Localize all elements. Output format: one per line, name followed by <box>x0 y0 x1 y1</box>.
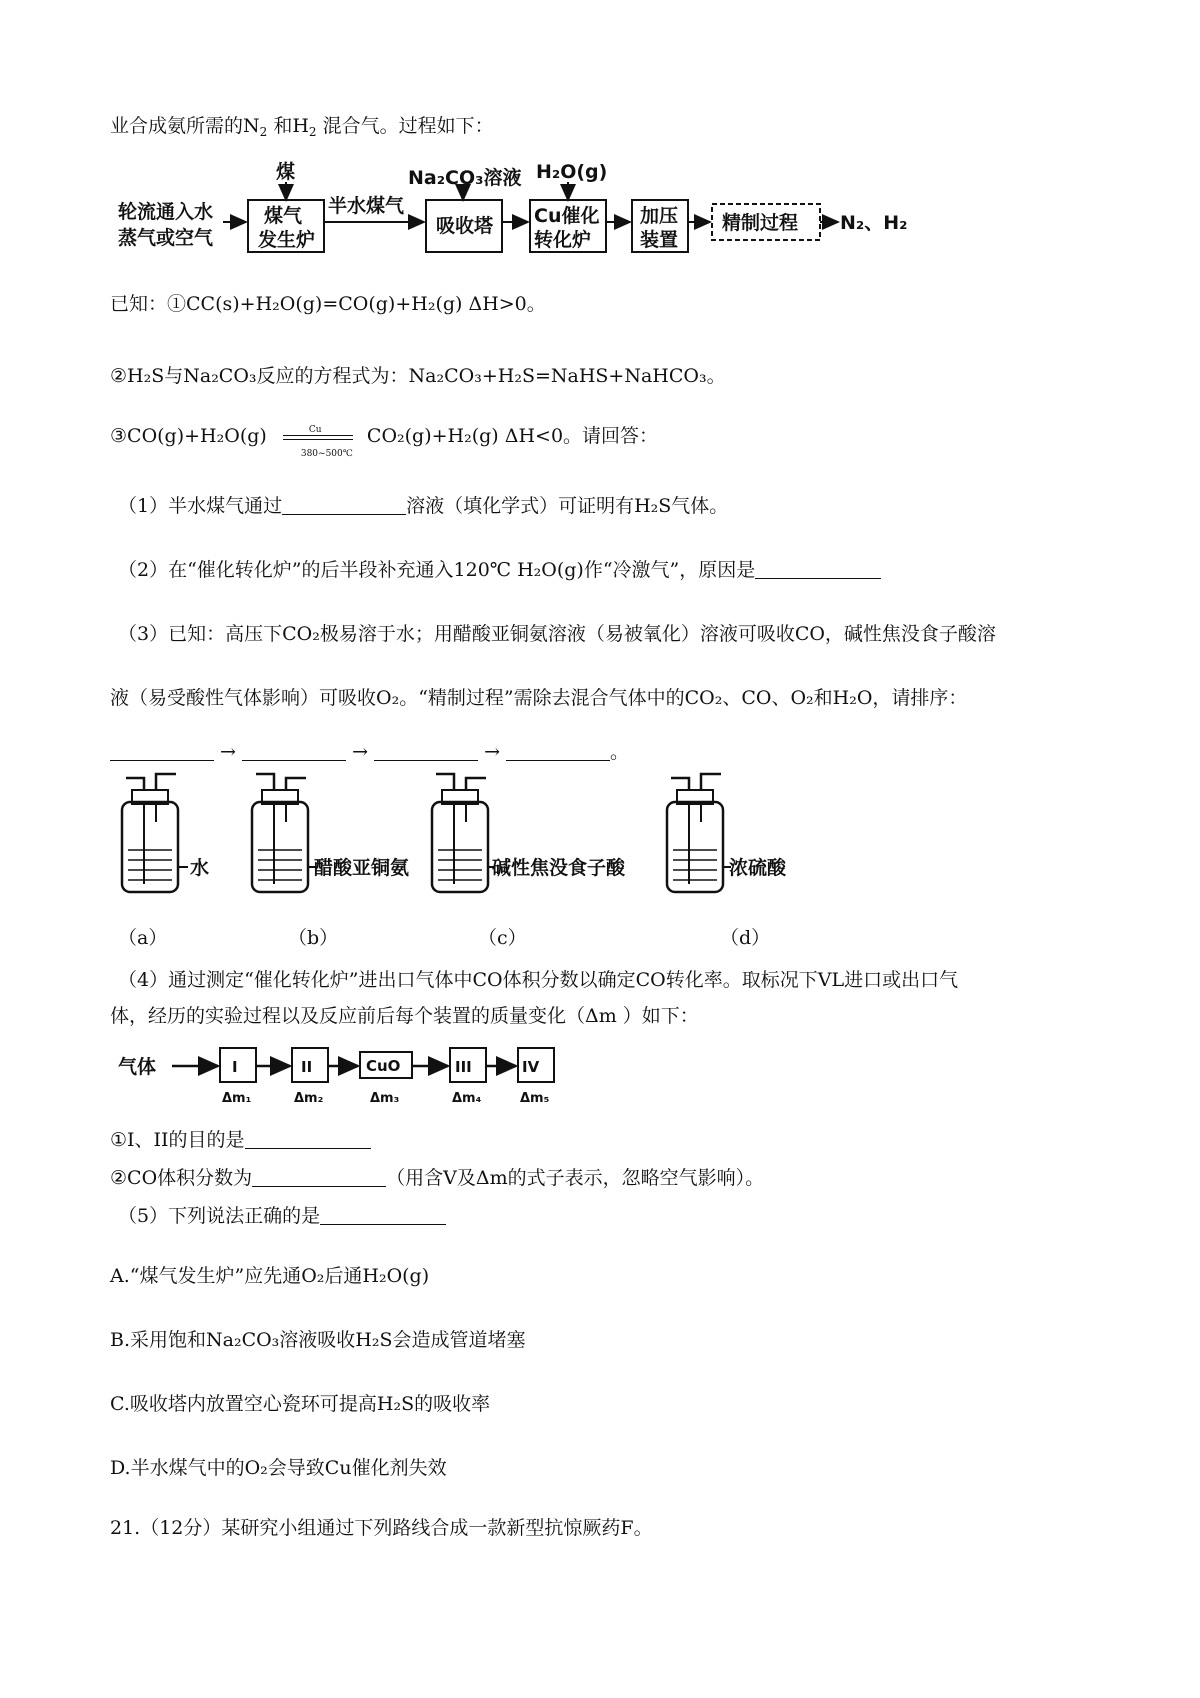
cu-converter-label-2: 转化炉 <box>534 229 592 251</box>
question-3-line-2: 液（易受酸性气体影响）可吸收O₂。“精制过程”需除去混合气体中的CO₂、CO、O₂和H₂O，请排序： <box>110 687 968 709</box>
gas-washing-bottles <box>118 772 878 922</box>
answer-blank-2[interactable] <box>755 558 881 579</box>
bottle-tag-c: （c） <box>478 927 527 949</box>
reaction-condition: $\frac{Cu}{380\sim 500℃}$ <box>273 422 361 450</box>
order-blank-3[interactable] <box>374 740 478 761</box>
svg-text:Δm₂: Δm₂ <box>294 1091 324 1106</box>
known-3: ③CO(g)+H₂O(g) $\frac{Cu}{380\sim 500℃}$ CO₂(g)+H₂(g) ΔH<0。请回答： <box>110 422 658 450</box>
option-a: A.“煤气发生炉”应先通O₂后通H₂O(g) <box>110 1265 430 1287</box>
answer-blank-4-2[interactable] <box>252 1166 386 1187</box>
svg-text:碱性焦没食子酸: 碱性焦没食子酸 <box>492 857 626 879</box>
svg-text:浓硫酸: 浓硫酸 <box>729 857 787 879</box>
question-3-line-1: （3）已知：高压下CO₂极易溶于水；用醋酸亚铜氨溶液（易被氧化）溶液可吸收CO，碱性焦没食子酸溶 <box>118 623 996 645</box>
svg-text:Δm₅: Δm₅ <box>520 1091 550 1106</box>
svg-text:I: I <box>232 1058 238 1076</box>
option-d: D.半水煤气中的O₂会导致Cu催化剂失效 <box>110 1457 447 1479</box>
question-1: （1）半水煤气通过 溶液（填化学式）可证明有H₂S气体。 <box>118 495 729 517</box>
process-flow-diagram <box>118 160 1018 275</box>
intro-line: 业合成氨所需的$N_2$ 和$H_2$ 混合气。过程如下： <box>110 115 494 139</box>
question-3-order: → → → 。 <box>110 738 629 766</box>
gas-label: 气体 <box>118 1056 157 1078</box>
order-blank-2[interactable] <box>242 740 346 761</box>
option-b: B.采用饱和Na₂CO₃溶液吸收H₂S会造成管道堵塞 <box>110 1329 526 1351</box>
measurement-apparatus <box>118 1042 638 1112</box>
question-4-sub-2: ②CO体积分数为 （用含V及Δm的式子表示，忽略空气影响）。 <box>110 1167 765 1189</box>
option-c: C.吸收塔内放置空心瓷环可提高H₂S的吸收率 <box>110 1393 491 1415</box>
bottle-b <box>252 774 409 892</box>
bottle-tag-d: （d） <box>720 927 771 949</box>
svg-text:Δm₁: Δm₁ <box>222 1091 252 1106</box>
answer-blank-1[interactable] <box>282 494 406 515</box>
bottle-a <box>122 774 209 892</box>
refine-label: 精制过程 <box>722 212 799 234</box>
bottle-tag-b: （b） <box>288 927 339 949</box>
answer-blank-4-1[interactable] <box>245 1128 371 1149</box>
svg-text:IV: IV <box>522 1058 540 1076</box>
svg-text:II: II <box>301 1058 313 1076</box>
svg-text:Δm₄: Δm₄ <box>452 1091 482 1106</box>
bottle-tag-a: （a） <box>118 927 168 949</box>
question-2: （2）在“催化转化炉”的后半段补充通入120℃ H₂O(g)作“冷激气”，原因是 <box>118 556 881 584</box>
pressurizer-label-1: 加压 <box>640 205 679 227</box>
product-label: N₂、H₂ <box>840 212 908 234</box>
half-water-gas-label: 半水煤气 <box>328 195 405 217</box>
inlet-label-2: 蒸气或空气 <box>118 227 214 249</box>
pressurizer-label-2: 装置 <box>640 229 679 251</box>
absorber-label: 吸收塔 <box>436 215 494 237</box>
order-blank-1[interactable] <box>110 740 214 761</box>
bottle-c <box>432 774 626 892</box>
svg-text:水: 水 <box>190 857 210 879</box>
coal-label: 煤 <box>276 161 296 183</box>
svg-text:III: III <box>455 1058 472 1076</box>
svg-text:Δm₃: Δm₃ <box>370 1091 400 1106</box>
answer-blank-5[interactable] <box>320 1204 446 1225</box>
svg-text:醋酸亚铜氨: 醋酸亚铜氨 <box>314 857 410 879</box>
question-21: 21.（12分）某研究小组通过下列路线合成一款新型抗惊厥药F。 <box>110 1517 653 1539</box>
svg-text:CuO: CuO <box>366 1057 401 1075</box>
bottle-d <box>667 774 787 892</box>
inlet-label-1: 轮流通入水 <box>118 201 214 223</box>
question-4-line-1: （4）通过测定“催化转化炉”进出口气体中CO体积分数以确定CO转化率。取标况下VL进口或出口气 <box>118 969 959 991</box>
gas-generator-label-1: 煤气 <box>264 205 303 227</box>
known-1: 已知：①CC(s)+H₂O(g)=CO(g)+H₂(g) ΔH>0。 <box>110 293 546 315</box>
order-blank-4[interactable] <box>506 740 610 761</box>
gas-generator-label-2: 发生炉 <box>258 229 316 251</box>
question-5: （5）下列说法正确的是 <box>118 1202 446 1230</box>
known-2: ②H₂S与Na₂CO₃反应的方程式为：Na₂CO₃+H₂S=NaHS+NaHCO₃。 <box>110 365 726 387</box>
question-4-line-2: 体，经历的实验过程以及反应前后每个装置的质量变化（Δm ）如下： <box>110 1005 699 1027</box>
na2co3-label: Na₂CO₃溶液 <box>408 167 522 189</box>
h2o-label: H₂O(g) <box>536 161 608 183</box>
question-4-sub-1: ①I、II的目的是 <box>110 1126 371 1154</box>
cu-converter-label-1: Cu催化 <box>534 205 600 227</box>
